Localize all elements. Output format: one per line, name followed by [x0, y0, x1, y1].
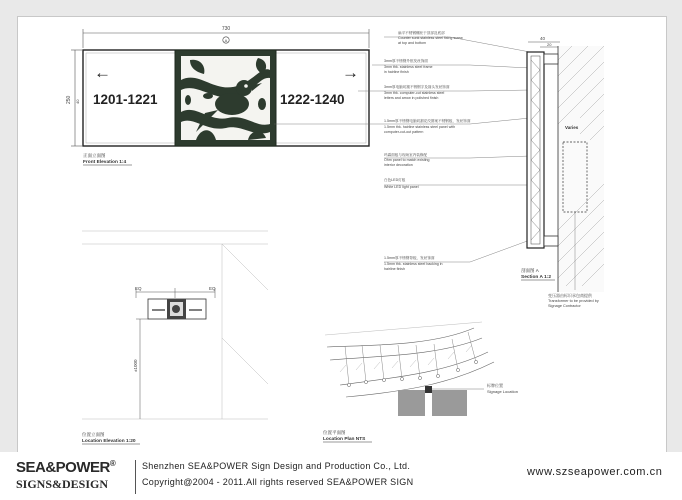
- signage-location-marker: [425, 386, 432, 393]
- note-5-cn: 玛霖面板与现场室内装修配: [384, 153, 428, 157]
- section-a-detail: [521, 36, 604, 308]
- left-room-range: 1201-1221: [93, 92, 158, 107]
- front-elevation: [66, 26, 369, 165]
- left-arrow-icon: ←: [94, 63, 111, 82]
- note-4-cn: 1.5mm厚不锈钢电脑切割花纹图案不锈钢板，发丝饰面: [384, 119, 471, 123]
- location-plan: [323, 322, 518, 442]
- signage-location-label: Signage Location: [487, 389, 518, 394]
- note-3-line-2: letters and arrow in polished finish: [384, 96, 439, 100]
- note-5-line-1: Ohm panel to match existing: [384, 158, 430, 162]
- height-dimension-side: 40: [75, 99, 80, 104]
- note-3-cn: 3mm厚电脑切割不锈钢字及箭头发丝饰面: [384, 85, 450, 89]
- note-7-cn: 1.5mm厚不锈钢背板，发丝饰面: [384, 256, 435, 260]
- section-title-cn: 剖面图 A: [521, 268, 539, 273]
- footer: [0, 452, 682, 500]
- location-elevation-title: Location Elevation 1:20: [82, 439, 136, 444]
- location-plan-title: Location Plan NTS: [323, 437, 366, 442]
- right-arrow-icon: →: [342, 63, 359, 82]
- note-2-line-2: in hairline finish: [384, 70, 409, 74]
- location-plan-title-cn: 位置平面图: [323, 430, 346, 435]
- right-room-range: 1222-1240: [280, 92, 345, 107]
- location-elevation-title-cn: 位置立面图: [82, 432, 105, 437]
- website-url: www.szseapower.com.cn: [527, 466, 663, 478]
- note-7-line-1: 1.5mm thk. stainless steel backing in: [384, 262, 443, 266]
- eq-right-label: EQ: [209, 286, 216, 291]
- wall-block-right: [432, 390, 467, 416]
- section-title: Section A 1:2: [521, 275, 552, 280]
- transformer-note-cn: 变压器由标识承包商提供: [548, 293, 592, 298]
- note-4-line-2: computer-cut-out pattern: [384, 130, 424, 134]
- company-name: Shenzhen SEA&POWER Sign Design and Production Co., Ltd.: [142, 461, 411, 471]
- note-6-line-1: White LED light panel: [384, 185, 419, 189]
- width-dimension: 730: [221, 26, 231, 32]
- transformer-note-line-2: Signage Contractor: [548, 304, 581, 308]
- note-2-line-1: 3mm thk. stainless steel frame: [384, 65, 433, 69]
- wall-block-left: [398, 390, 425, 416]
- note-4-line-1: 1.5mm thk. hairline stainless steel panel with: [384, 125, 456, 129]
- note-2-cn: 3mm厚不锈钢外框发丝饰面: [384, 59, 428, 63]
- note-3-line-1: 3mm thk. computer-cut stainless steel: [384, 91, 445, 95]
- registered-mark: ®: [109, 459, 116, 468]
- note-7-line-2: hairline finish: [384, 267, 405, 271]
- eq-left-label: EQ: [135, 286, 142, 291]
- company-logo-subtitle: SIGNS&DESIGN: [16, 477, 109, 491]
- front-elevation-title: Front Elevation 1:4: [83, 160, 127, 165]
- section-marker-label: A: [224, 38, 228, 43]
- front-elevation-title-cn: 正面立面图: [83, 153, 106, 158]
- varies-label: Varies: [565, 125, 579, 130]
- note-5-line-2: interior decoration: [384, 163, 413, 167]
- location-elevation: [82, 231, 268, 444]
- note-1-line-2: at top and bottom: [398, 41, 426, 45]
- signage-location-label-cn: 标牌位置: [487, 383, 503, 388]
- height-dimension: 250: [66, 95, 72, 104]
- transformer-note-line-1: Transformer to be provided by: [548, 299, 599, 303]
- note-6-cn: 白色LED灯板: [384, 178, 406, 182]
- company-logo: SEA&POWER®: [16, 459, 116, 476]
- section-dim-top: 40: [540, 36, 546, 41]
- section-dim-sub: 20: [547, 42, 552, 47]
- footer-divider: [135, 460, 136, 494]
- copyright-text: Copyright@2004 - 2011.All rights reserved SEA&POWER SIGN: [142, 477, 414, 487]
- note-1-line-1: Counter sunk stainless steel fixing screw: [398, 36, 463, 40]
- mount-height-dimension: ±1000: [133, 359, 138, 372]
- decorative-bird-panel: [175, 50, 276, 146]
- note-1-cn: 扁平不锈钢螺丝于顶部及底部: [398, 31, 445, 35]
